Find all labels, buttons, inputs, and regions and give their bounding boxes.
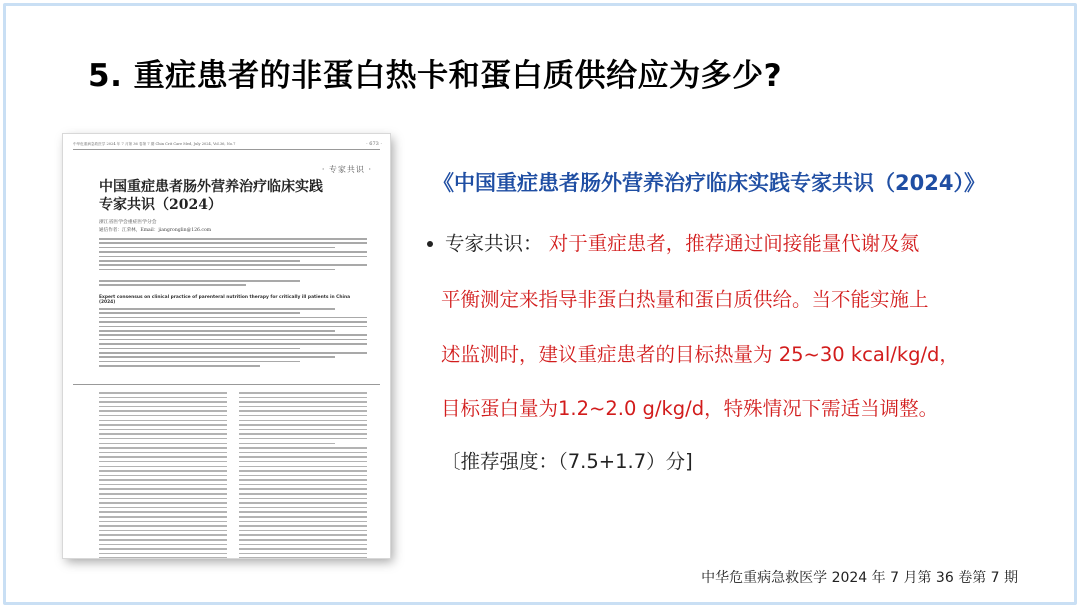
paper-cn-keywords xyxy=(99,280,367,289)
paper-title xyxy=(99,178,329,214)
paper-en-abstract xyxy=(99,308,367,369)
paper-column-tag: · 专家共识 · xyxy=(321,165,372,174)
consensus-text-line2: 平衡测定来指导非蛋白热量和蛋白质供给。当不能实施上 xyxy=(441,288,929,311)
paper-column-right xyxy=(239,392,367,558)
paper-contact: 通信作者：江荣林，Email：jiangronglin@126.com xyxy=(99,228,212,233)
paper-title-line1: 中国重症患者肠外营养治疗临床实践 xyxy=(99,179,323,195)
recommendation-strength: 〔推荐强度：（7.5+1.7）分] xyxy=(441,450,693,473)
consensus-label: 专家共识： xyxy=(445,232,543,255)
paper-org: 浙江省医学会重症医学分会 xyxy=(99,220,157,225)
paper-divider xyxy=(73,384,380,385)
paper-running-head: 中华危重病急救医学 2024 年 7 月第 36 卷第 7 期 Chin Crit Care Med, July 2024, Vol.36, No.7 xyxy=(73,142,380,150)
consensus-text-line4: 目标蛋白量为1.2~2.0 g/kg/d，特殊情况下需适当调整。 xyxy=(441,397,939,420)
consensus-text-line3: 述监测时，建议重症患者的目标热量为 25~30 kcal/kg/d， xyxy=(441,343,959,366)
paper-thumbnail xyxy=(63,134,390,558)
paper-en-title: Expert consensus on clinical practice of parenteral nutrition therapy for critically ill patients in China (2024) xyxy=(99,295,351,306)
consensus-text-line1: 对于重症患者，推荐通过间接能量代谢及氮 xyxy=(548,232,920,255)
paper-column-left xyxy=(99,392,227,558)
reference-title: 《中国重症患者肠外营养治疗临床实践专家共识（2024）》 xyxy=(433,171,985,195)
paper-title-line2: 专家共识（2024） xyxy=(99,197,222,213)
paper-page-number: · 673 · xyxy=(366,141,382,147)
slide-title: 5. 重症患者的非蛋白热卡和蛋白质供给应为多少? xyxy=(88,58,783,94)
bullet-dot-icon xyxy=(427,241,433,247)
consensus-first-line xyxy=(445,228,919,260)
journal-citation: 中华危重病急救医学 2024 年 7 月第 36 卷第 7 期 xyxy=(701,570,1018,586)
paper-cn-abstract xyxy=(99,238,367,273)
